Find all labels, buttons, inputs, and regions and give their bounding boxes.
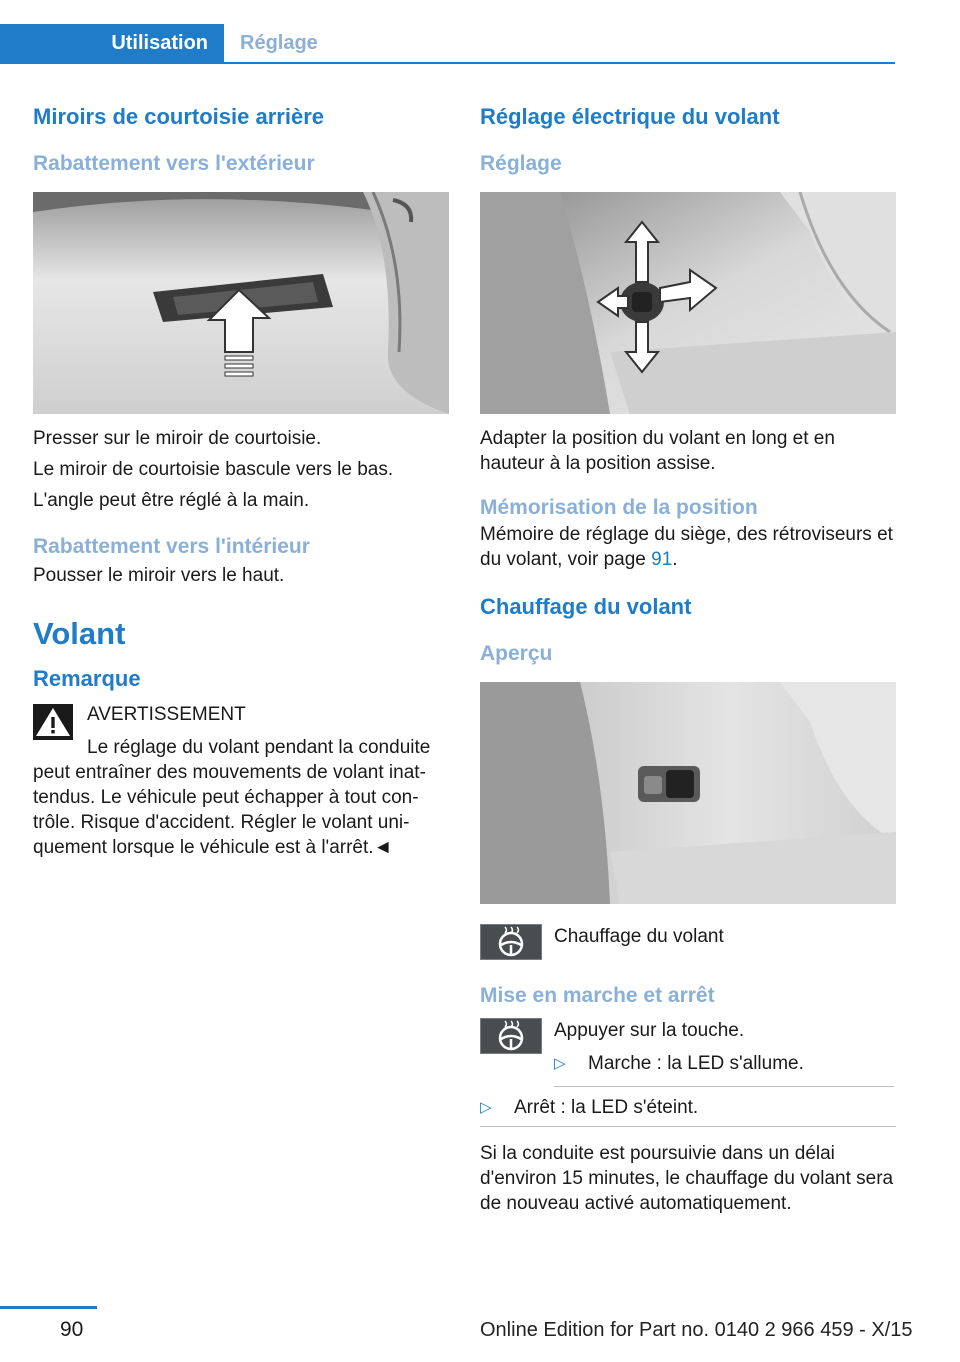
bullet-arret	[480, 1095, 896, 1120]
right-column	[480, 100, 896, 1216]
icon-legend-row	[480, 924, 896, 968]
text-si-conduite: Si la conduite est poursuivie dans un délai d'environ 15 minutes, le chauffage du volant sera de nouveau activé automatiquement.	[480, 1143, 894, 1214]
page-link[interactable]: 91	[651, 549, 673, 570]
bullet-marche	[554, 1051, 896, 1076]
button-instruction-row	[480, 1018, 896, 1088]
heading-reglage-electrique: Réglage électrique du volant	[480, 104, 780, 129]
bullet-divider	[480, 1126, 896, 1127]
photo-vanity-mirror	[33, 192, 449, 414]
steering-heating-icon	[480, 924, 542, 960]
photo-steering-adjust	[480, 192, 896, 414]
text-memorisation	[480, 522, 896, 572]
left-column	[33, 100, 449, 860]
heading-apercu: Aperçu	[480, 642, 553, 665]
bullet-arret-text: Arrêt : la LED s'éteint.	[514, 1097, 699, 1118]
text-memorisation-body: Mémoire de réglage du siège, des rétroviseurs et du volant, voir page	[480, 524, 893, 570]
bullet-triangle-icon: ▷	[554, 1055, 566, 1072]
text-angle: L'angle peut être réglé à la main.	[33, 490, 310, 511]
heading-memorisation: Mémorisation de la position	[480, 496, 758, 519]
photo-heating-button	[480, 682, 896, 904]
text-pousser: Pousser le miroir vers le haut.	[33, 565, 285, 586]
bullet-triangle-icon: ▷	[480, 1099, 492, 1116]
bullet-marche-text: Marche : la LED s'allume.	[588, 1053, 804, 1074]
text-bascule: Le miroir de courtoisie bascule vers le bas.	[33, 459, 394, 480]
page-number: 90	[60, 1318, 84, 1341]
heading-rabattement-interieur: Rabattement vers l'intérieur	[33, 535, 310, 558]
heading-volant: Volant	[33, 616, 126, 651]
tab-utilisation[interactable]: Utilisation	[0, 24, 224, 62]
warning-block	[33, 702, 449, 860]
text-presser: Presser sur le miroir de courtoisie.	[33, 428, 322, 449]
heading-mise-en-marche: Mise en marche et arrêt	[480, 984, 715, 1007]
top-bar	[0, 24, 895, 64]
text-adapter: Adapter la position du volant en long et en hauteur à la position assise.	[480, 428, 835, 474]
tab-reglage[interactable]: Réglage	[240, 32, 318, 54]
edition-text: Online Edition for Part no. 0140 2 966 459 - X/15	[480, 1319, 913, 1341]
steering-heating-button-icon	[480, 1018, 542, 1054]
heading-rabattement-exterieur: Rabattement vers l'extérieur	[33, 152, 315, 175]
heading-remarque: Remarque	[33, 666, 141, 691]
heading-chauffage: Chauffage du volant	[480, 594, 692, 619]
heading-miroirs: Miroirs de courtoisie arrière	[33, 104, 324, 129]
warning-text: Le réglage du volant pendant la conduite peut entraîner des mouvements de volant inat-tendus. Le véhicule peut échapper à tout con-trôle. Risque d'accident. Régler le volant uni-quement lorsque le véhicule est à l'arrêt.◄	[33, 737, 431, 858]
text-memorisation-end: .	[672, 549, 678, 570]
icon-label: Chauffage du volant	[554, 926, 724, 947]
footer-rule	[0, 1306, 97, 1309]
text-appuyer: Appuyer sur la touche.	[554, 1020, 745, 1041]
warning-triangle-icon	[33, 704, 73, 740]
heading-reglage: Réglage	[480, 152, 562, 175]
warning-title: AVERTISSEMENT	[87, 704, 246, 725]
